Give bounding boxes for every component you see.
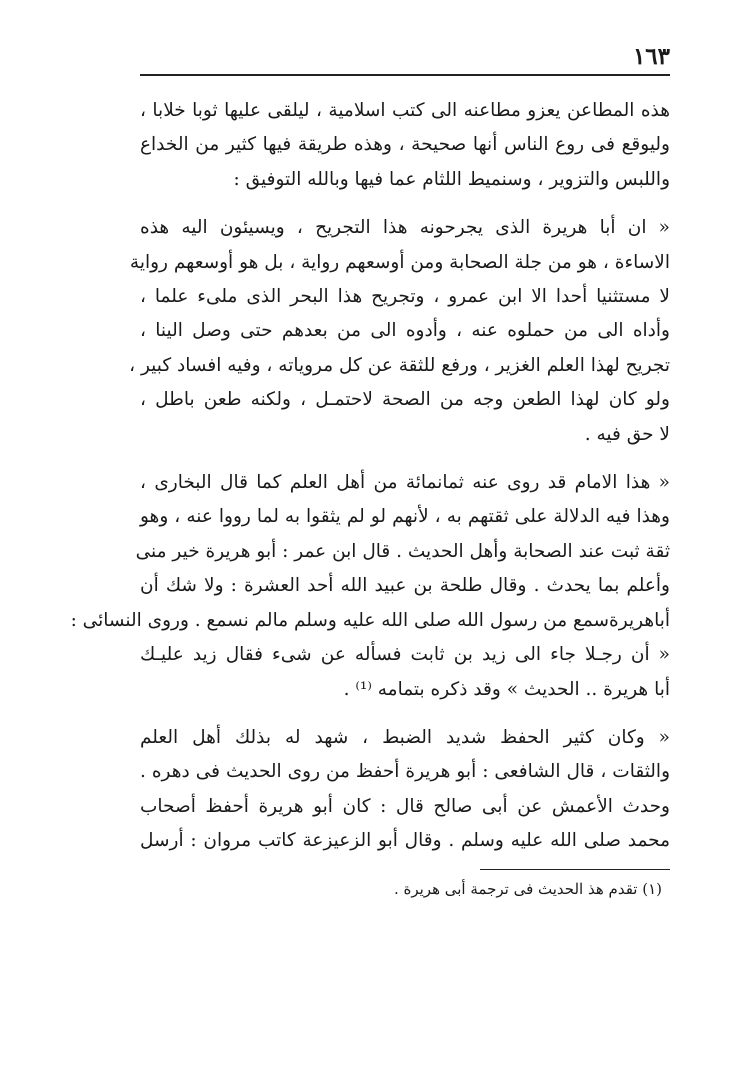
paragraph-4 xyxy=(140,721,670,859)
text-line: الاساءة ، هو من جلة الصحابة ومن أوسعهم رواية ، بل هو أوسعهم رواية xyxy=(129,251,670,273)
page-header xyxy=(140,40,670,76)
text-line: واللبس والتزوير ، وسنميط اللثام عما فيها وبالله التوفيق : xyxy=(233,168,670,190)
text-line: وأعلم بما يحدث . وقال طلحة بن عبيد الله أحد العشرة : ولا شك أن xyxy=(140,575,670,597)
page-number: ١٦٣ xyxy=(632,43,670,70)
text-line: أبا هريرة .. الحديث » وقد ذكره بتمامه ⁽¹⁾ . xyxy=(343,678,670,700)
text-line: والثقات ، قال الشافعى : أبو هريرة أحفظ من روى الحديث فى دهره . xyxy=(140,761,670,783)
text-line: وحدث الأعمش عن أبى صالح قال : كان أبو هريرة أحفظ أصحاب xyxy=(140,795,670,817)
text-line: محمد صلى الله عليه وسلم . وقال أبو الزعيزعة كاتب مروان : أرسل xyxy=(140,830,670,852)
text-line: ولو كان لهذا الطعن وجه من الصحة لاحتمـل ، ولكنه طعن باطل ، xyxy=(140,389,670,411)
paragraph-1 xyxy=(140,94,670,197)
text-line: لا مستثنيا أحدا الا ابن عمرو ، وتجريح هذا البحر الذى ملىء علما ، xyxy=(140,286,670,308)
book-page xyxy=(70,40,670,902)
footnote: (١) تقدم هذ الحديث فى ترجمة أبى هريرة . xyxy=(393,879,662,898)
text-line: لا حق فيه . xyxy=(584,423,670,445)
paragraph-2 xyxy=(129,211,670,452)
text-line: تجريح لهذا العلم الغزير ، ورفع للثقة عن كل مروياته ، وفيه افساد كبير ، xyxy=(129,354,670,376)
paragraph-3 xyxy=(70,466,670,707)
text-line: وهذا فيه الدلالة على ثقتهم به ، لأنهم لو لم يثقوا به لما رووا عنه ، وهو xyxy=(140,506,670,528)
text-line: « هذا الامام قد روى عنه ثمانمائة من أهل العلم كما قال البخارى ، xyxy=(140,472,670,494)
text-line: « وكان كثير الحفظ شديد الضبط ، شهد له بذلك أهل العلم xyxy=(140,726,670,748)
text-line: « أن رجـلا جاء الى زيد بن ثابت فسأله عن شىء فقال زيد عليـك xyxy=(140,644,670,666)
text-line: أباهريرةسمع من رسول الله صلى الله عليه وسلم مالم نسمع . وروى النسائى : xyxy=(70,609,670,631)
text-line: وليوقع فى روع الناس أنها صحيحة ، وهذه طريقة فيها كثير من الخداع xyxy=(140,134,670,156)
footnote-divider xyxy=(480,869,670,870)
text-line: ثقة ثبت عند الصحابة وأهل الحديث . قال ابن عمر : أبو هريرة خير منى xyxy=(135,540,670,562)
text-line: « ان أبا هريرة الذى يجرحونه هذا التجريح ، ويسيئون اليه هذه xyxy=(140,217,670,239)
text-line: هذه المطاعن يعزو مطاعنه الى كتب اسلامية ، ليلقى عليها ثوبا خلابا ، xyxy=(140,100,670,121)
text-line: وأداه الى من حملوه عنه ، وأدوه الى من بعدهم حتى وصل الينا ، xyxy=(140,320,670,342)
